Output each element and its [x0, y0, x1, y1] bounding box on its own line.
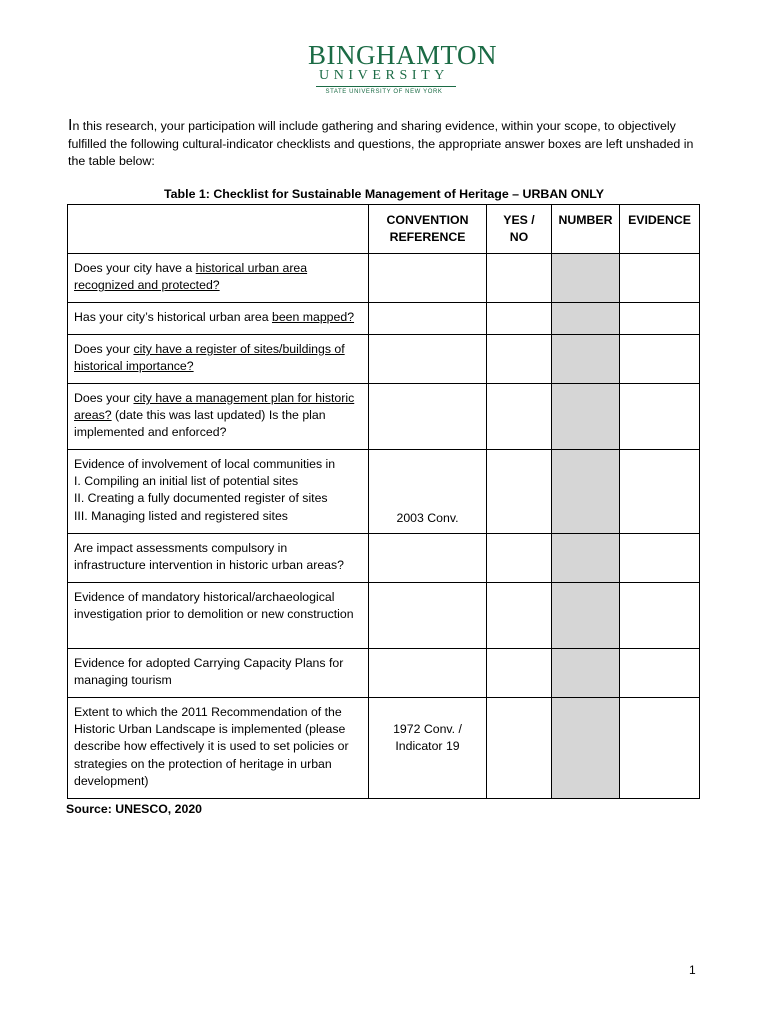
intro-text: n this research, your participation will include gathering and sharing evidence, within your scope, to objectively fulfilled the following cultural-indicator checklists and questions, the appropriate answer boxes are left unshaded in the table below: — [68, 119, 694, 168]
number-shaded-cell — [552, 583, 620, 649]
yes-no-answer-cell[interactable] — [487, 583, 552, 649]
yes-no-answer-cell[interactable] — [487, 450, 552, 534]
table-header-row — [68, 205, 700, 254]
yes-no-answer-cell[interactable] — [487, 649, 552, 698]
yes-no-answer-cell[interactable] — [487, 534, 552, 583]
question-underlined-text: been mapped? — [271, 310, 355, 324]
reference-answer-cell[interactable] — [369, 534, 487, 583]
header-evidence: EVIDENCE — [620, 205, 700, 254]
table-row — [68, 384, 700, 450]
table-row — [68, 450, 700, 534]
question-cell: Evidence of involvement of local communities in I. Compiling an initial list of potential sites II. Creating a fully documented register of sites III. Managing listed and registered sites — [68, 450, 369, 534]
number-shaded-cell — [552, 450, 620, 534]
table-row — [68, 649, 700, 698]
question-cell: Has your city’s historical urban area been mapped? — [68, 303, 369, 335]
question-cell: Does your city have a register of sites/buildings of historical importance? — [68, 335, 369, 384]
question-cell: Does your city have a management plan for historic areas? (date this was last updated) Is the plan implemented and enforced? — [68, 384, 369, 450]
evidence-answer-cell[interactable] — [620, 698, 700, 799]
number-shaded-cell — [552, 534, 620, 583]
question-underlined-text: historical urban area recognized and protected? — [74, 261, 308, 293]
reference-answer-cell[interactable]: 2003 Conv. — [369, 450, 487, 534]
evidence-answer-cell[interactable] — [620, 534, 700, 583]
yes-no-answer-cell[interactable] — [487, 698, 552, 799]
number-shaded-cell — [552, 649, 620, 698]
evidence-answer-cell[interactable] — [620, 450, 700, 534]
header-yes-no: YES / NO — [487, 205, 552, 254]
reference-answer-cell[interactable] — [369, 254, 487, 303]
table-caption: Table 1: Checklist for Sustainable Management of Heritage – URBAN ONLY — [164, 187, 604, 201]
intro-paragraph — [68, 117, 708, 171]
yes-no-answer-cell[interactable] — [487, 384, 552, 450]
page-number: 1 — [689, 963, 696, 977]
reference-answer-cell[interactable] — [369, 583, 487, 649]
evidence-answer-cell[interactable] — [620, 254, 700, 303]
table-row — [68, 534, 700, 583]
source-citation: Source: UNESCO, 2020 — [66, 802, 202, 816]
reference-answer-cell[interactable] — [369, 649, 487, 698]
question-cell: Does your city have a historical urban area recognized and protected? — [68, 254, 369, 303]
yes-no-answer-cell[interactable] — [487, 303, 552, 335]
evidence-answer-cell[interactable] — [620, 335, 700, 384]
yes-no-answer-cell[interactable] — [487, 335, 552, 384]
table-row — [68, 335, 700, 384]
reference-answer-cell[interactable] — [369, 335, 487, 384]
evidence-answer-cell[interactable] — [620, 303, 700, 335]
question-underlined-text: city have a management plan for historic areas? — [74, 391, 355, 423]
question-cell: Extent to which the 2011 Recommendation of the Historic Urban Landscape is implemented (please describe how effectively it is used to set policies or strategies on the protection of heritage in urban development) — [68, 698, 369, 799]
number-shaded-cell — [552, 254, 620, 303]
intro-first-letter: I — [68, 117, 73, 134]
logo-tagline: STATE UNIVERSITY OF NEW YORK — [325, 89, 443, 95]
number-shaded-cell — [552, 335, 620, 384]
question-underlined-text: city have a register of sites/buildings of historical importance? — [74, 342, 345, 374]
logo-subtitle: UNIVERSITY — [319, 68, 449, 83]
question-cell: Are impact assessments compulsory in infrastructure intervention in historic urban areas? — [68, 534, 369, 583]
number-shaded-cell — [552, 698, 620, 799]
number-shaded-cell — [552, 303, 620, 335]
table-row — [68, 583, 700, 649]
checklist-table — [67, 204, 700, 799]
table-row — [68, 303, 700, 335]
logo-wordmark: BINGHAMTON — [308, 40, 498, 70]
table-row — [68, 254, 700, 303]
table-row — [68, 698, 700, 799]
reference-answer-cell[interactable] — [369, 303, 487, 335]
evidence-answer-cell[interactable] — [620, 384, 700, 450]
header-number: NUMBER — [552, 205, 620, 254]
reference-answer-cell[interactable] — [369, 384, 487, 450]
reference-answer-cell[interactable]: 1972 Conv. / Indicator 19 — [369, 698, 487, 799]
question-cell: Evidence of mandatory historical/archaeological investigation prior to demolition or new construction — [68, 583, 369, 649]
header-convention-reference: CONVENTION REFERENCE — [369, 205, 487, 254]
header-question — [68, 205, 369, 254]
evidence-answer-cell[interactable] — [620, 649, 700, 698]
evidence-answer-cell[interactable] — [620, 583, 700, 649]
yes-no-answer-cell[interactable] — [487, 254, 552, 303]
question-cell: Evidence for adopted Carrying Capacity Plans for managing tourism — [68, 649, 369, 698]
number-shaded-cell — [552, 384, 620, 450]
logo-divider — [316, 86, 456, 87]
